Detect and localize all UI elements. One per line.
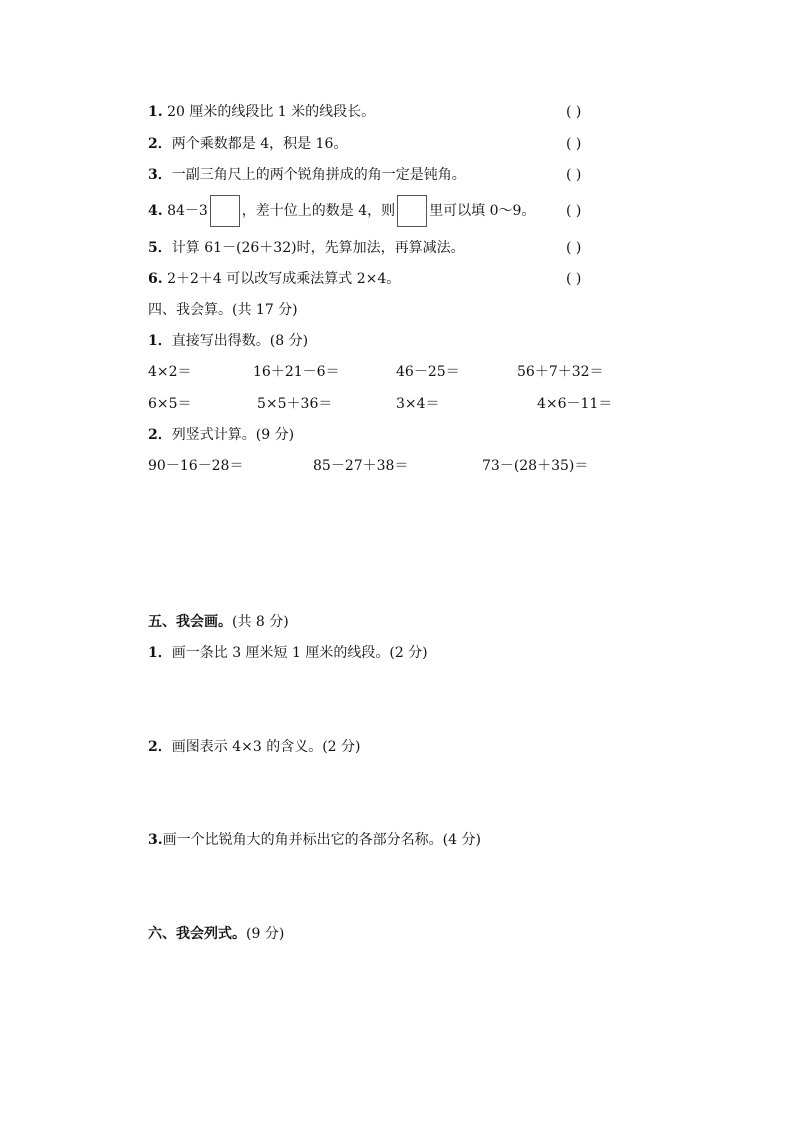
- calc-item: 56＋7＋32＝: [517, 364, 604, 380]
- calc-item: 5×5＋36＝: [257, 396, 333, 412]
- item-text-pre: 84－3: [162, 203, 208, 219]
- item-text-post: 里可以填 0～9。: [429, 203, 536, 219]
- section-title-text: 五、我会画。: [148, 614, 232, 630]
- q-number: 3.: [148, 832, 163, 848]
- q-text: 直接写出得数。(8 分): [171, 333, 309, 349]
- item-text: 一副三角尺上的两个锐角拼成的角一定是钝角。: [171, 167, 466, 183]
- q-text: 列竖式计算。(9 分): [171, 427, 295, 443]
- item-number: 5．: [148, 240, 172, 256]
- section-4-q1: [148, 331, 308, 351]
- answer-paren-3[interactable]: ( ): [566, 167, 582, 183]
- answer-paren-1[interactable]: ( ): [566, 104, 582, 120]
- calc-item: 16＋21－6＝: [253, 364, 340, 380]
- section-score: (9 分): [246, 926, 285, 942]
- item-text: 计算 61－(26＋32)时，先算加法，再算减法。: [171, 240, 465, 256]
- blank-box-2[interactable]: [397, 195, 427, 227]
- calc-item: 90－16－28＝: [148, 458, 244, 474]
- q-number: 2．: [148, 427, 172, 443]
- judge-item-5: [148, 238, 465, 258]
- blank-box-1[interactable]: [210, 195, 240, 227]
- item-number: 4.: [148, 203, 163, 219]
- section-4-title: 四、我会算。(共 17 分): [148, 302, 298, 318]
- q-text: 画图表示 4×3 的含义。(2 分): [171, 739, 361, 755]
- section-5-q1: [148, 643, 428, 663]
- section-5-title: [148, 612, 289, 632]
- item-text: 两个乘数都是 4，积是 16。: [171, 136, 348, 152]
- answer-paren-2[interactable]: ( ): [566, 136, 582, 152]
- section-score: (共 8 分): [232, 614, 289, 630]
- section-4-q2: [148, 425, 294, 445]
- judge-item-6: [148, 269, 400, 289]
- calc-item: 3×4＝: [396, 396, 440, 412]
- calc-item: 4×6－11＝: [537, 396, 613, 412]
- item-text-mid: ，差十位上的数是 4，则: [241, 203, 396, 219]
- q-number: 2．: [148, 739, 172, 755]
- judge-item-2: [148, 134, 347, 154]
- section-6-title: [148, 924, 284, 944]
- judge-item-3: [148, 165, 466, 185]
- judge-item-4: [148, 195, 535, 227]
- item-text: 2＋2＋4 可以改写成乘法算式 2×4。: [162, 271, 401, 287]
- calc-item: 85－27＋38＝: [313, 458, 409, 474]
- q-text: 画一个比锐角大的角并标出它的各部分名称。(4 分): [162, 832, 481, 848]
- calc-item: 6×5＝: [148, 396, 192, 412]
- section-title-text: 六、我会列式。: [148, 926, 246, 942]
- answer-paren-4[interactable]: ( ): [566, 203, 582, 219]
- item-text: 20 厘米的线段比 1 米的线段长。: [162, 104, 376, 120]
- item-number: 6.: [148, 271, 163, 287]
- q-number: 1．: [148, 645, 172, 661]
- q-number: 1．: [148, 333, 172, 349]
- calc-item: 4×2＝: [148, 364, 192, 380]
- calc-item: 73－(28＋35)＝: [482, 458, 589, 474]
- section-5-q2: [148, 737, 360, 757]
- answer-paren-5[interactable]: ( ): [566, 240, 582, 256]
- section-5-q3: [148, 830, 481, 850]
- calc-item: 46－25＝: [396, 364, 460, 380]
- item-number: 1.: [148, 104, 163, 120]
- q-text: 画一条比 3 厘米短 1 厘米的线段。(2 分): [171, 645, 428, 661]
- item-number: 2．: [148, 136, 172, 152]
- judge-item-1: [148, 102, 375, 122]
- item-number: 3．: [148, 167, 172, 183]
- answer-paren-6[interactable]: ( ): [566, 271, 582, 287]
